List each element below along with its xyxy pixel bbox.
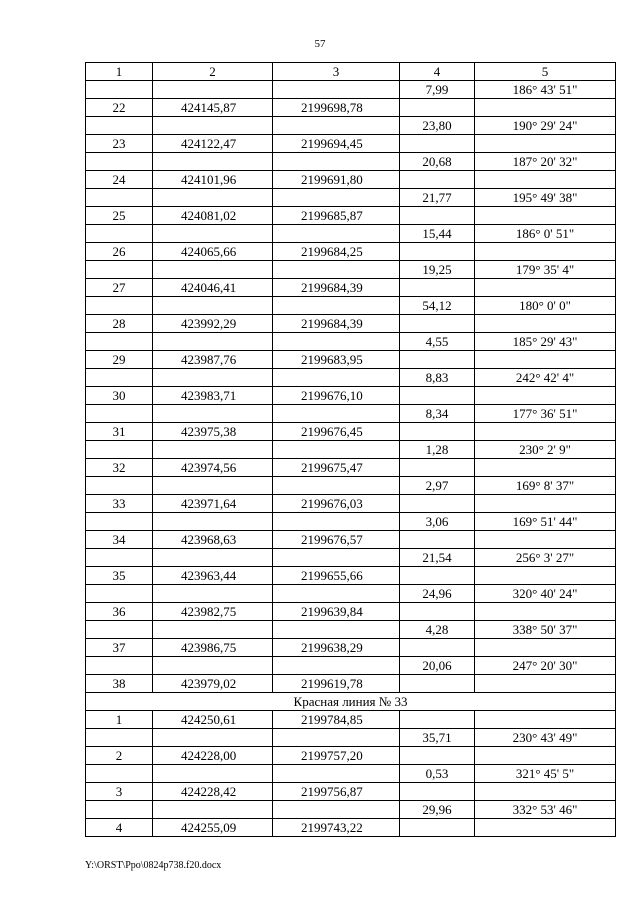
empty-cell (153, 225, 273, 243)
x-coordinate: 423974,56 (153, 459, 273, 477)
x-coordinate: 423992,29 (153, 315, 273, 333)
empty-cell (400, 135, 475, 153)
empty-cell (400, 783, 475, 801)
y-coordinate: 2199684,39 (273, 279, 400, 297)
empty-cell (400, 495, 475, 513)
empty-cell (475, 459, 616, 477)
point-number: 26 (86, 243, 153, 261)
segment-length: 20,06 (400, 657, 475, 675)
empty-cell (86, 189, 153, 207)
column-header: 5 (475, 63, 616, 81)
point-row (86, 135, 616, 153)
empty-cell (86, 549, 153, 567)
empty-cell (153, 81, 273, 99)
segment-row (86, 189, 616, 207)
column-header: 2 (153, 63, 273, 81)
empty-cell (86, 405, 153, 423)
empty-cell (273, 801, 400, 819)
empty-cell (273, 261, 400, 279)
segment-length: 8,34 (400, 405, 475, 423)
segment-row (86, 729, 616, 747)
empty-cell (273, 333, 400, 351)
empty-cell (400, 567, 475, 585)
point-row (86, 99, 616, 117)
direction-angle: 230° 43' 49" (475, 729, 616, 747)
segment-row (86, 765, 616, 783)
direction-angle: 320° 40' 24" (475, 585, 616, 603)
empty-cell (86, 261, 153, 279)
x-coordinate: 423979,02 (153, 675, 273, 693)
empty-cell (86, 477, 153, 495)
coordinates-table (85, 62, 616, 837)
segment-row (86, 549, 616, 567)
y-coordinate: 2199698,78 (273, 99, 400, 117)
direction-angle: 186° 43' 51" (475, 81, 616, 99)
direction-angle: 169° 8' 37" (475, 477, 616, 495)
segment-length: 3,06 (400, 513, 475, 531)
empty-cell (86, 657, 153, 675)
point-row (86, 711, 616, 729)
empty-cell (400, 459, 475, 477)
segment-row (86, 225, 616, 243)
point-row (86, 279, 616, 297)
empty-cell (273, 621, 400, 639)
x-coordinate: 424101,96 (153, 171, 273, 189)
direction-angle: 256° 3' 27" (475, 549, 616, 567)
segment-length: 7,99 (400, 81, 475, 99)
empty-cell (86, 117, 153, 135)
empty-cell (475, 531, 616, 549)
point-row (86, 819, 616, 837)
segment-length: 0,53 (400, 765, 475, 783)
point-number: 24 (86, 171, 153, 189)
column-header: 4 (400, 63, 475, 81)
x-coordinate: 424255,09 (153, 819, 273, 837)
y-coordinate: 2199757,20 (273, 747, 400, 765)
point-number: 3 (86, 783, 153, 801)
empty-cell (273, 153, 400, 171)
direction-angle: 187° 20' 32" (475, 153, 616, 171)
segment-row (86, 441, 616, 459)
direction-angle: 321° 45' 5" (475, 765, 616, 783)
point-row (86, 675, 616, 693)
x-coordinate: 424046,41 (153, 279, 273, 297)
point-number: 28 (86, 315, 153, 333)
empty-cell (273, 117, 400, 135)
empty-cell (273, 405, 400, 423)
empty-cell (273, 369, 400, 387)
segment-row (86, 297, 616, 315)
empty-cell (86, 729, 153, 747)
x-coordinate: 423986,75 (153, 639, 273, 657)
segment-length: 1,28 (400, 441, 475, 459)
empty-cell (153, 117, 273, 135)
empty-cell (153, 153, 273, 171)
segment-row (86, 621, 616, 639)
empty-cell (153, 729, 273, 747)
empty-cell (400, 747, 475, 765)
segment-length: 2,97 (400, 477, 475, 495)
direction-angle: 247° 20' 30" (475, 657, 616, 675)
empty-cell (273, 549, 400, 567)
empty-cell (400, 171, 475, 189)
segment-row (86, 81, 616, 99)
empty-cell (153, 405, 273, 423)
point-number: 27 (86, 279, 153, 297)
empty-cell (400, 603, 475, 621)
y-coordinate: 2199756,87 (273, 783, 400, 801)
direction-angle: 186° 0' 51" (475, 225, 616, 243)
empty-cell (153, 477, 273, 495)
point-number: 1 (86, 711, 153, 729)
direction-angle: 242° 42' 4" (475, 369, 616, 387)
empty-cell (475, 495, 616, 513)
empty-cell (153, 261, 273, 279)
empty-cell (273, 729, 400, 747)
empty-cell (400, 243, 475, 261)
y-coordinate: 2199639,84 (273, 603, 400, 621)
direction-angle: 179° 35' 4" (475, 261, 616, 279)
x-coordinate: 424081,02 (153, 207, 273, 225)
empty-cell (153, 549, 273, 567)
point-number: 33 (86, 495, 153, 513)
empty-cell (400, 423, 475, 441)
y-coordinate: 2199691,80 (273, 171, 400, 189)
empty-cell (400, 531, 475, 549)
segment-row (86, 585, 616, 603)
segment-row (86, 369, 616, 387)
empty-cell (273, 477, 400, 495)
y-coordinate: 2199676,03 (273, 495, 400, 513)
direction-angle: 230° 2' 9" (475, 441, 616, 459)
empty-cell (153, 585, 273, 603)
empty-cell (273, 189, 400, 207)
segment-row (86, 261, 616, 279)
y-coordinate: 2199655,66 (273, 567, 400, 585)
empty-cell (86, 369, 153, 387)
segment-length: 4,55 (400, 333, 475, 351)
empty-cell (475, 171, 616, 189)
page-number: 57 (314, 38, 326, 50)
empty-cell (475, 243, 616, 261)
x-coordinate: 423975,38 (153, 423, 273, 441)
y-coordinate: 2199784,85 (273, 711, 400, 729)
point-number: 35 (86, 567, 153, 585)
point-row (86, 459, 616, 477)
empty-cell (86, 441, 153, 459)
x-coordinate: 423968,63 (153, 531, 273, 549)
segment-row (86, 405, 616, 423)
y-coordinate: 2199683,95 (273, 351, 400, 369)
segment-row (86, 333, 616, 351)
point-number: 38 (86, 675, 153, 693)
file-path-footer: Y:\ORST\Ppo\0824p738.f20.docx (85, 860, 222, 871)
point-row (86, 351, 616, 369)
segment-row (86, 153, 616, 171)
direction-angle: 195° 49' 38" (475, 189, 616, 207)
empty-cell (273, 765, 400, 783)
empty-cell (86, 585, 153, 603)
y-coordinate: 2199676,57 (273, 531, 400, 549)
empty-cell (273, 225, 400, 243)
column-header: 1 (86, 63, 153, 81)
segment-length: 8,83 (400, 369, 475, 387)
point-row (86, 783, 616, 801)
segment-row (86, 801, 616, 819)
empty-cell (86, 513, 153, 531)
empty-cell (475, 135, 616, 153)
point-number: 31 (86, 423, 153, 441)
empty-cell (273, 585, 400, 603)
point-number: 32 (86, 459, 153, 477)
segment-row (86, 117, 616, 135)
direction-angle: 185° 29' 43" (475, 333, 616, 351)
empty-cell (400, 351, 475, 369)
empty-cell (400, 279, 475, 297)
segment-length: 24,96 (400, 585, 475, 603)
empty-cell (400, 639, 475, 657)
point-row (86, 567, 616, 585)
point-number: 2 (86, 747, 153, 765)
segment-length: 19,25 (400, 261, 475, 279)
point-number: 29 (86, 351, 153, 369)
point-row (86, 387, 616, 405)
point-number: 23 (86, 135, 153, 153)
empty-cell (153, 513, 273, 531)
segment-row (86, 513, 616, 531)
empty-cell (153, 765, 273, 783)
segment-row (86, 657, 616, 675)
empty-cell (400, 315, 475, 333)
empty-cell (400, 207, 475, 225)
empty-cell (400, 675, 475, 693)
y-coordinate: 2199684,25 (273, 243, 400, 261)
x-coordinate: 424145,87 (153, 99, 273, 117)
direction-angle: 177° 36' 51" (475, 405, 616, 423)
point-number: 22 (86, 99, 153, 117)
empty-cell (400, 99, 475, 117)
section-title-row (86, 693, 616, 711)
point-number: 25 (86, 207, 153, 225)
point-row (86, 531, 616, 549)
segment-length: 29,96 (400, 801, 475, 819)
point-row (86, 747, 616, 765)
y-coordinate: 2199675,47 (273, 459, 400, 477)
point-number: 30 (86, 387, 153, 405)
point-number: 36 (86, 603, 153, 621)
y-coordinate: 2199684,39 (273, 315, 400, 333)
empty-cell (400, 387, 475, 405)
column-header: 3 (273, 63, 400, 81)
empty-cell (153, 333, 273, 351)
empty-cell (475, 351, 616, 369)
empty-cell (475, 711, 616, 729)
segment-length: 15,44 (400, 225, 475, 243)
point-row (86, 207, 616, 225)
y-coordinate: 2199638,29 (273, 639, 400, 657)
empty-cell (475, 639, 616, 657)
empty-cell (475, 747, 616, 765)
empty-cell (400, 819, 475, 837)
point-number: 37 (86, 639, 153, 657)
empty-cell (475, 207, 616, 225)
y-coordinate: 2199685,87 (273, 207, 400, 225)
empty-cell (86, 81, 153, 99)
empty-cell (475, 603, 616, 621)
empty-cell (475, 675, 616, 693)
empty-cell (273, 657, 400, 675)
empty-cell (86, 621, 153, 639)
point-row (86, 603, 616, 621)
x-coordinate: 424228,42 (153, 783, 273, 801)
empty-cell (153, 621, 273, 639)
section-title: Красная линия № 33 (86, 693, 616, 711)
x-coordinate: 423963,44 (153, 567, 273, 585)
empty-cell (273, 81, 400, 99)
empty-cell (86, 153, 153, 171)
x-coordinate: 423987,76 (153, 351, 273, 369)
table-header-row (86, 63, 616, 81)
x-coordinate: 423982,75 (153, 603, 273, 621)
empty-cell (475, 99, 616, 117)
empty-cell (86, 225, 153, 243)
empty-cell (475, 783, 616, 801)
direction-angle: 338° 50' 37" (475, 621, 616, 639)
x-coordinate: 424065,66 (153, 243, 273, 261)
empty-cell (273, 441, 400, 459)
segment-length: 35,71 (400, 729, 475, 747)
direction-angle: 180° 0' 0" (475, 297, 616, 315)
segment-length: 54,12 (400, 297, 475, 315)
x-coordinate: 424122,47 (153, 135, 273, 153)
point-number: 34 (86, 531, 153, 549)
empty-cell (153, 801, 273, 819)
empty-cell (273, 513, 400, 531)
segment-length: 20,68 (400, 153, 475, 171)
empty-cell (153, 297, 273, 315)
empty-cell (475, 423, 616, 441)
point-row (86, 171, 616, 189)
empty-cell (153, 369, 273, 387)
direction-angle: 169° 51' 44" (475, 513, 616, 531)
x-coordinate: 424228,00 (153, 747, 273, 765)
segment-length: 21,54 (400, 549, 475, 567)
point-row (86, 315, 616, 333)
segment-row (86, 477, 616, 495)
y-coordinate: 2199619,78 (273, 675, 400, 693)
empty-cell (153, 441, 273, 459)
empty-cell (86, 801, 153, 819)
x-coordinate: 423983,71 (153, 387, 273, 405)
segment-length: 21,77 (400, 189, 475, 207)
empty-cell (86, 297, 153, 315)
segment-length: 23,80 (400, 117, 475, 135)
empty-cell (86, 765, 153, 783)
direction-angle: 332° 53' 46" (475, 801, 616, 819)
point-row (86, 639, 616, 657)
empty-cell (153, 189, 273, 207)
empty-cell (273, 297, 400, 315)
point-number: 4 (86, 819, 153, 837)
empty-cell (153, 657, 273, 675)
y-coordinate: 2199676,45 (273, 423, 400, 441)
empty-cell (475, 387, 616, 405)
empty-cell (475, 819, 616, 837)
y-coordinate: 2199743,22 (273, 819, 400, 837)
y-coordinate: 2199694,45 (273, 135, 400, 153)
y-coordinate: 2199676,10 (273, 387, 400, 405)
direction-angle: 190° 29' 24" (475, 117, 616, 135)
point-row (86, 495, 616, 513)
point-row (86, 243, 616, 261)
x-coordinate: 423971,64 (153, 495, 273, 513)
empty-cell (475, 315, 616, 333)
x-coordinate: 424250,61 (153, 711, 273, 729)
empty-cell (475, 279, 616, 297)
point-row (86, 423, 616, 441)
empty-cell (86, 333, 153, 351)
empty-cell (400, 711, 475, 729)
empty-cell (475, 567, 616, 585)
segment-length: 4,28 (400, 621, 475, 639)
